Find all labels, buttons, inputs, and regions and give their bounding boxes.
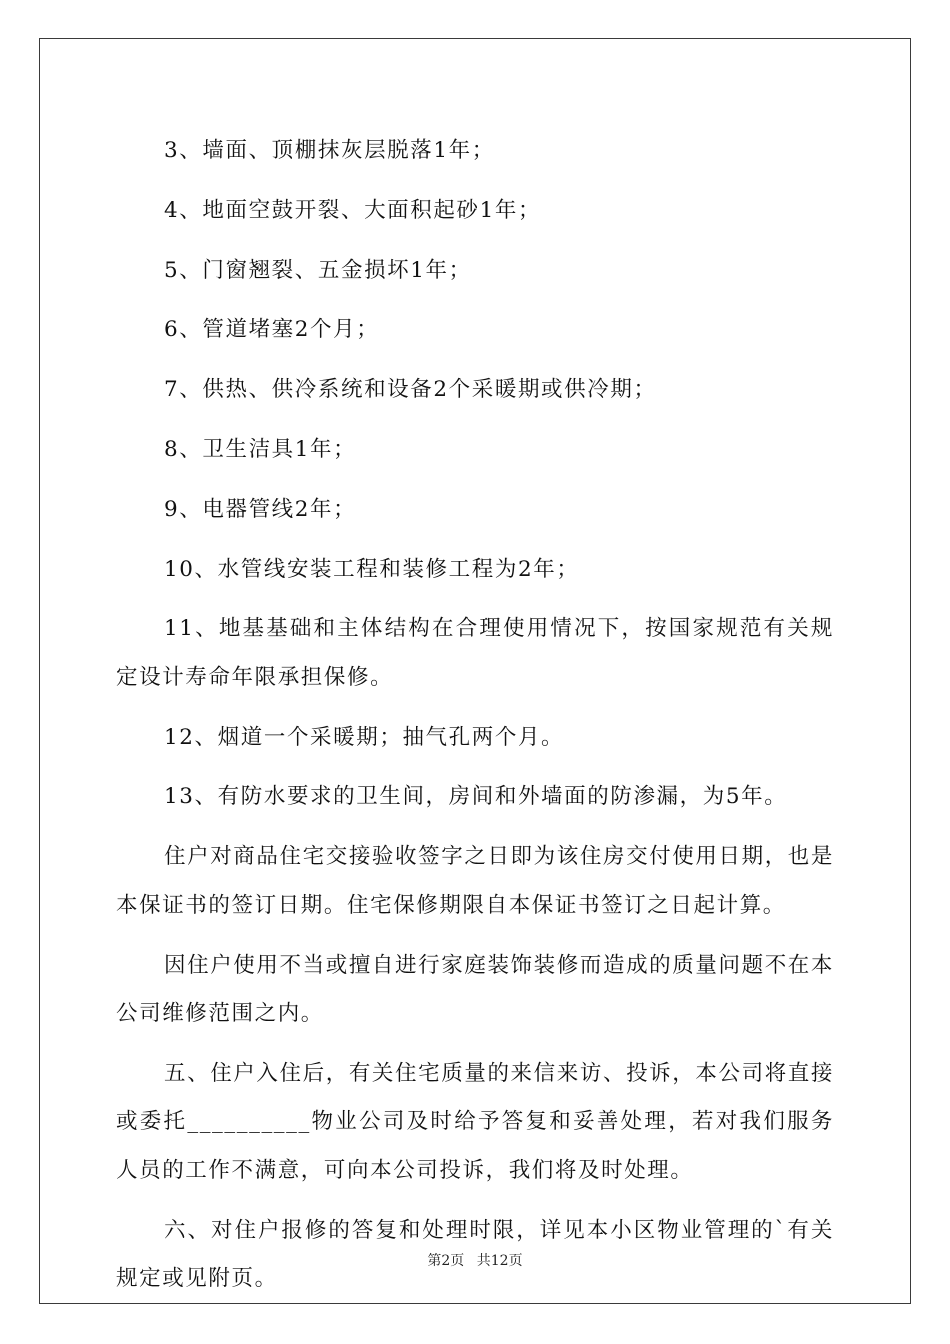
paragraph: 6、管道堵塞2个月； bbox=[164, 317, 380, 343]
paragraph: 9、电器管线2年； bbox=[164, 496, 357, 522]
paragraph: 12、烟道一个采暖期；抽气孔两个月。 bbox=[164, 724, 565, 750]
page-total: 共12页 bbox=[476, 1253, 523, 1269]
paragraph: 5、门窗翘裂、五金损坏1年； bbox=[164, 257, 472, 283]
paragraph: 住户对商品住宅交接验收签字之日即为该住房交付使用日期，也是本保证书的签订日期。住宅保修期限自本保证书签订之日起计算。 bbox=[116, 844, 834, 918]
paragraph: 因住户使用不当或擅自进行家庭装饰装修而造成的质量问题不在本公司维修范围之内。 bbox=[116, 952, 834, 1027]
paragraph: 五、住户入住后，有关住宅质量的来信来访、投诉，本公司将直接或委托__________物业公司及时给予答复和妥善处理，若对我们服务人员的工作不满意，可向本公司投诉，我们将及时处理。 bbox=[116, 1060, 834, 1183]
document-body bbox=[116, 127, 834, 1315]
paragraph: 7、供热、供冷系统和设备2个采暖期或供冷期； bbox=[164, 377, 657, 403]
page-number: 第2页 bbox=[427, 1253, 465, 1269]
paragraph: 13、有防水要求的卫生间，房间和外墙面的防渗漏，为5年。 bbox=[164, 784, 788, 810]
paragraph: 六、对住户报修的答复和处理时限，详见本小区物业管理的`有关规定或见附页。 bbox=[116, 1217, 834, 1292]
paragraph: 11、地基基础和主体结构在合理使用情况下，按国家规范有关规定设计寿命年限承担保修。 bbox=[116, 616, 834, 690]
paragraph: 3、墙面、顶棚抹灰层脱落1年； bbox=[164, 138, 495, 163]
page-footer bbox=[0, 1250, 950, 1270]
paragraph: 4、地面空鼓开裂、大面积起砂1年； bbox=[164, 197, 542, 223]
paragraph: 8、卫生洁具1年； bbox=[164, 436, 357, 462]
paragraph: 10、水管线安装工程和装修工程为2年； bbox=[164, 556, 580, 582]
